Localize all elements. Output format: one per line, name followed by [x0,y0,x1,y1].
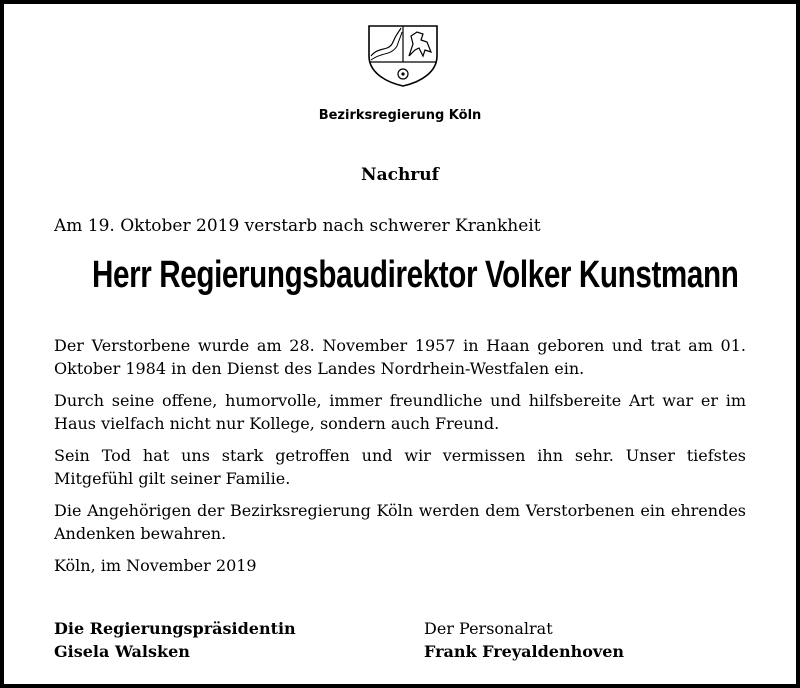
paragraph-remembrance: Die Angehörigen der Bezirksregierung Köln werden dem Verstorbenen ein ehrendes Andenken bewahren. [54,501,746,543]
deceased-name: Herr Regierungsbaudirektor Volker Kunstmann [92,254,739,296]
signature-staff-council [424,617,624,663]
notice-body [54,334,746,586]
paragraph-condolence: Sein Tod hat uns stark getroffen und wir vermissen ihn sehr. Unser tiefstes Mitgefühl gilt seiner Familie. [54,446,746,488]
nrw-coat-of-arms-icon [363,22,443,88]
paragraph-biography: Der Verstorbene wurde am 28. November 1957 in Haan geboren und trat am 01. Oktober 1984 in den Dienst des Landes Nordrhein-Westfalen ein. [54,336,746,378]
issuing-authority: Bezirksregierung Köln [318,108,482,123]
notice-heading: Nachruf [361,165,439,185]
signature-role: Die Regierungspräsidentin [54,619,296,638]
paragraph-character: Durch seine offene, humorvolle, immer freundliche und hilfsbereite Art war er im Haus vielfach nicht nur Kollege, sondern auch Freund. [54,391,746,433]
intro-line: Am 19. Oktober 2019 verstarb nach schwerer Krankheit [54,216,541,236]
signature-name: Gisela Walsken [54,642,190,661]
signature-president [54,617,296,663]
signature-role: Der Personalrat [424,619,553,638]
signature-name: Frank Freyaldenhoven [424,642,625,661]
place-date: Köln, im November 2019 [54,556,257,575]
